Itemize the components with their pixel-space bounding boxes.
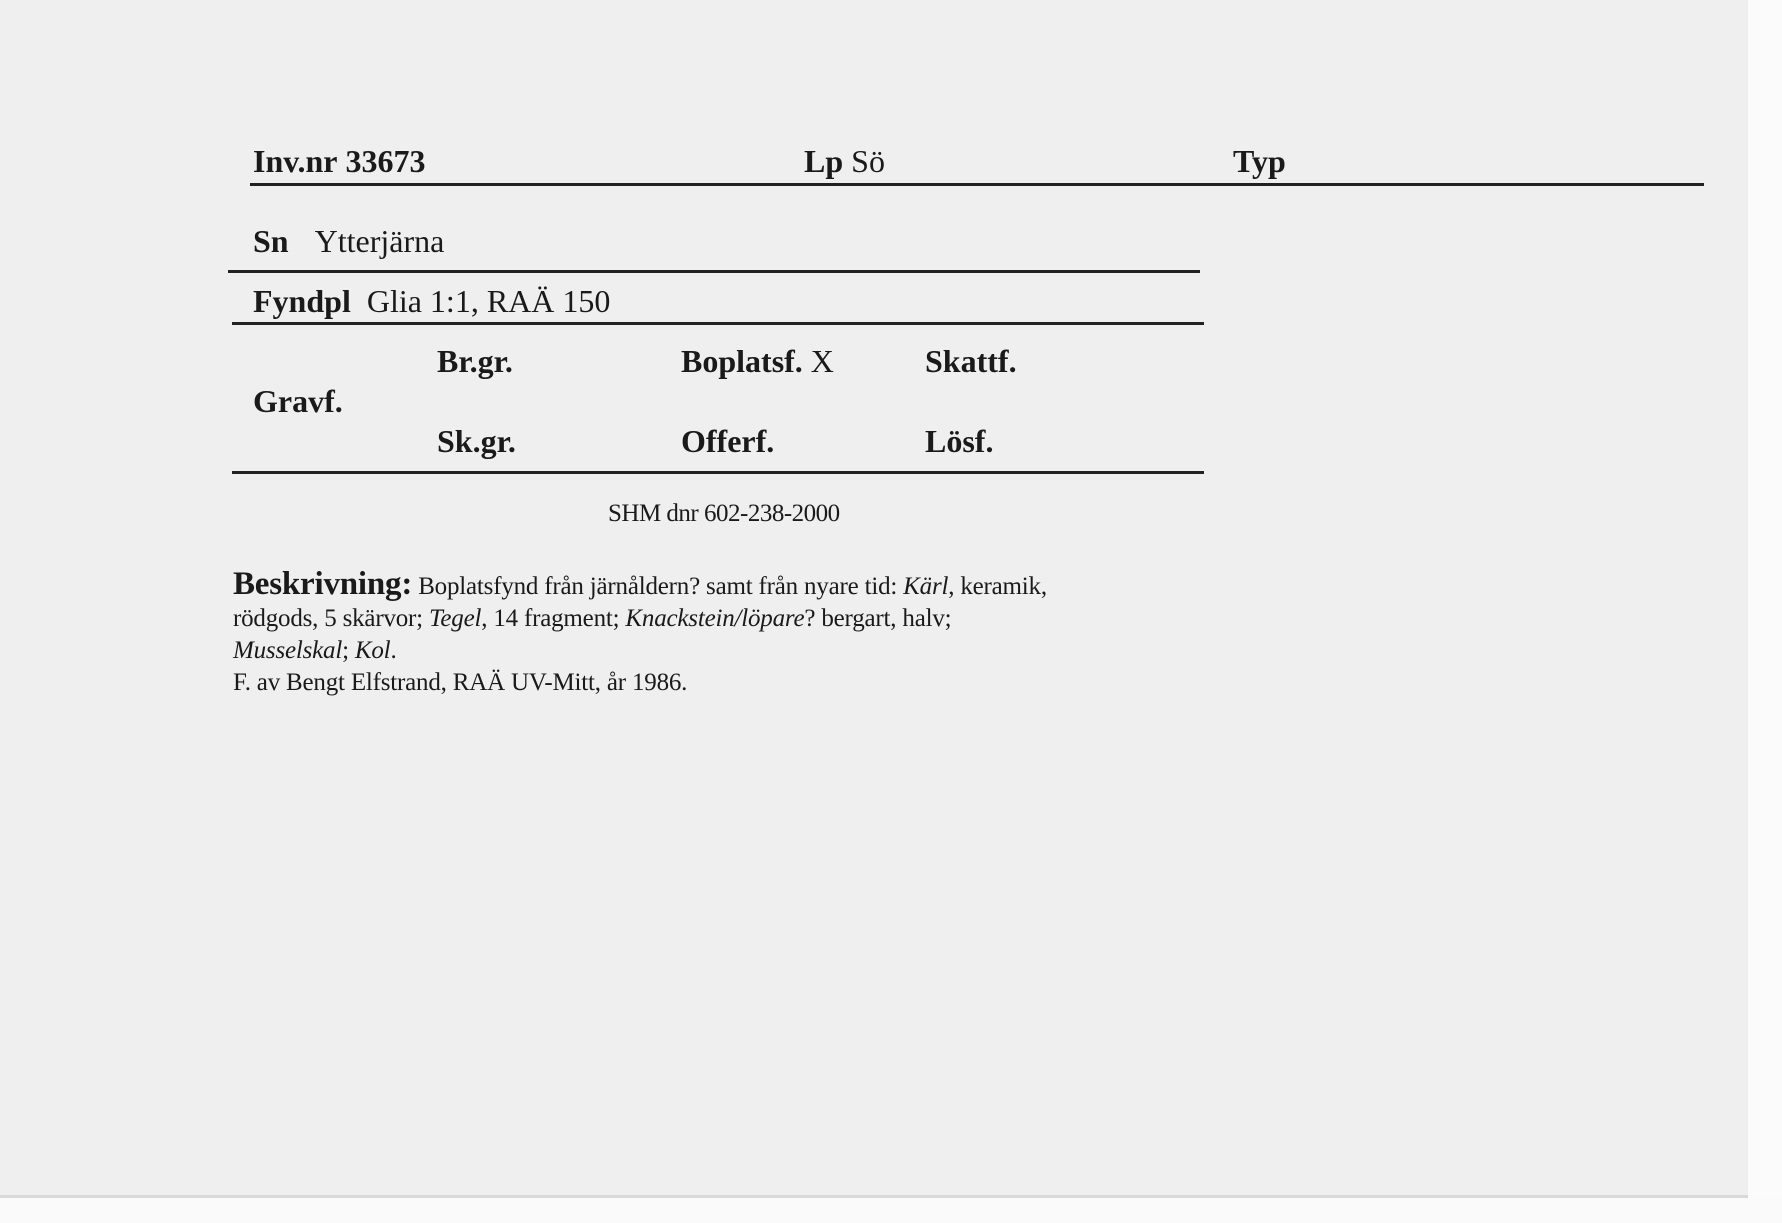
gravf-label: Gravf. [253,383,343,419]
typ-label: Typ [1233,143,1286,179]
beskrivning-term: Musselskal [233,637,343,664]
socken-rule [228,270,1200,273]
fyndtyp-rule [232,471,1204,474]
boplatsf-field [681,343,834,380]
beskrivning-line-3 [233,635,1193,667]
beskrivning-label: Beskrivning: [233,566,413,602]
fyndplats-rule [232,322,1204,325]
scan-margin-bottom [0,1198,1782,1223]
beskrivning-text: rödgods, 5 skärvor; [233,605,429,632]
inv-nr-label: Inv.nr [253,143,338,179]
skgr-label: Sk.gr. [437,423,516,459]
beskrivning-line-2 [233,603,1193,635]
shm-dnr: SHM dnr 602-238-2000 [608,500,840,527]
boplatsf-label: Boplatsf. [681,343,803,379]
beskrivning-term: Kol [354,637,391,664]
beskrivning-text: . [390,637,397,664]
lp-value: Sö [851,143,885,179]
beskrivning-text: ? bergart, halv; [804,605,952,632]
losf-label: Lösf. [925,423,994,459]
beskrivning-term: Kärl [903,573,949,600]
boplatsf-mark: X [810,343,834,379]
socken-label: Sn [253,223,289,259]
fyndplats-label: Fyndpl [253,283,351,319]
socken-field [253,223,444,260]
header-rule [250,183,1704,186]
fyndplats-field [253,283,610,320]
scan-margin-right [1748,0,1782,1223]
lp-field [804,143,885,180]
beskrivning-term: Tegel [428,605,482,632]
beskrivning-text: , 14 fragment; [481,605,626,632]
skattf-label: Skattf. [925,343,1017,379]
beskrivning-text: ; [342,637,355,664]
inv-nr-field [253,143,425,180]
brgr-label: Br.gr. [437,343,513,379]
socken-value: Ytterjärna [314,223,445,259]
beskrivning-text: Boplatsfynd från järnåldern? samt från nyare tid: [418,573,904,600]
fyndplats-value: Glia 1:1, RAÄ 150 [366,283,611,319]
lp-label: Lp [804,143,844,179]
beskrivning-line-4: F. av Bengt Elfstrand, RAÄ UV-Mitt, år 1986. [233,669,688,696]
beskrivning-term: Knackstein/löpare [625,605,805,632]
beskrivning [233,568,1193,699]
inv-nr-value: 33673 [345,143,426,179]
beskrivning-line-1 [233,568,1193,603]
beskrivning-text: , keramik, [948,573,1047,600]
offerf-label: Offerf. [681,423,775,459]
